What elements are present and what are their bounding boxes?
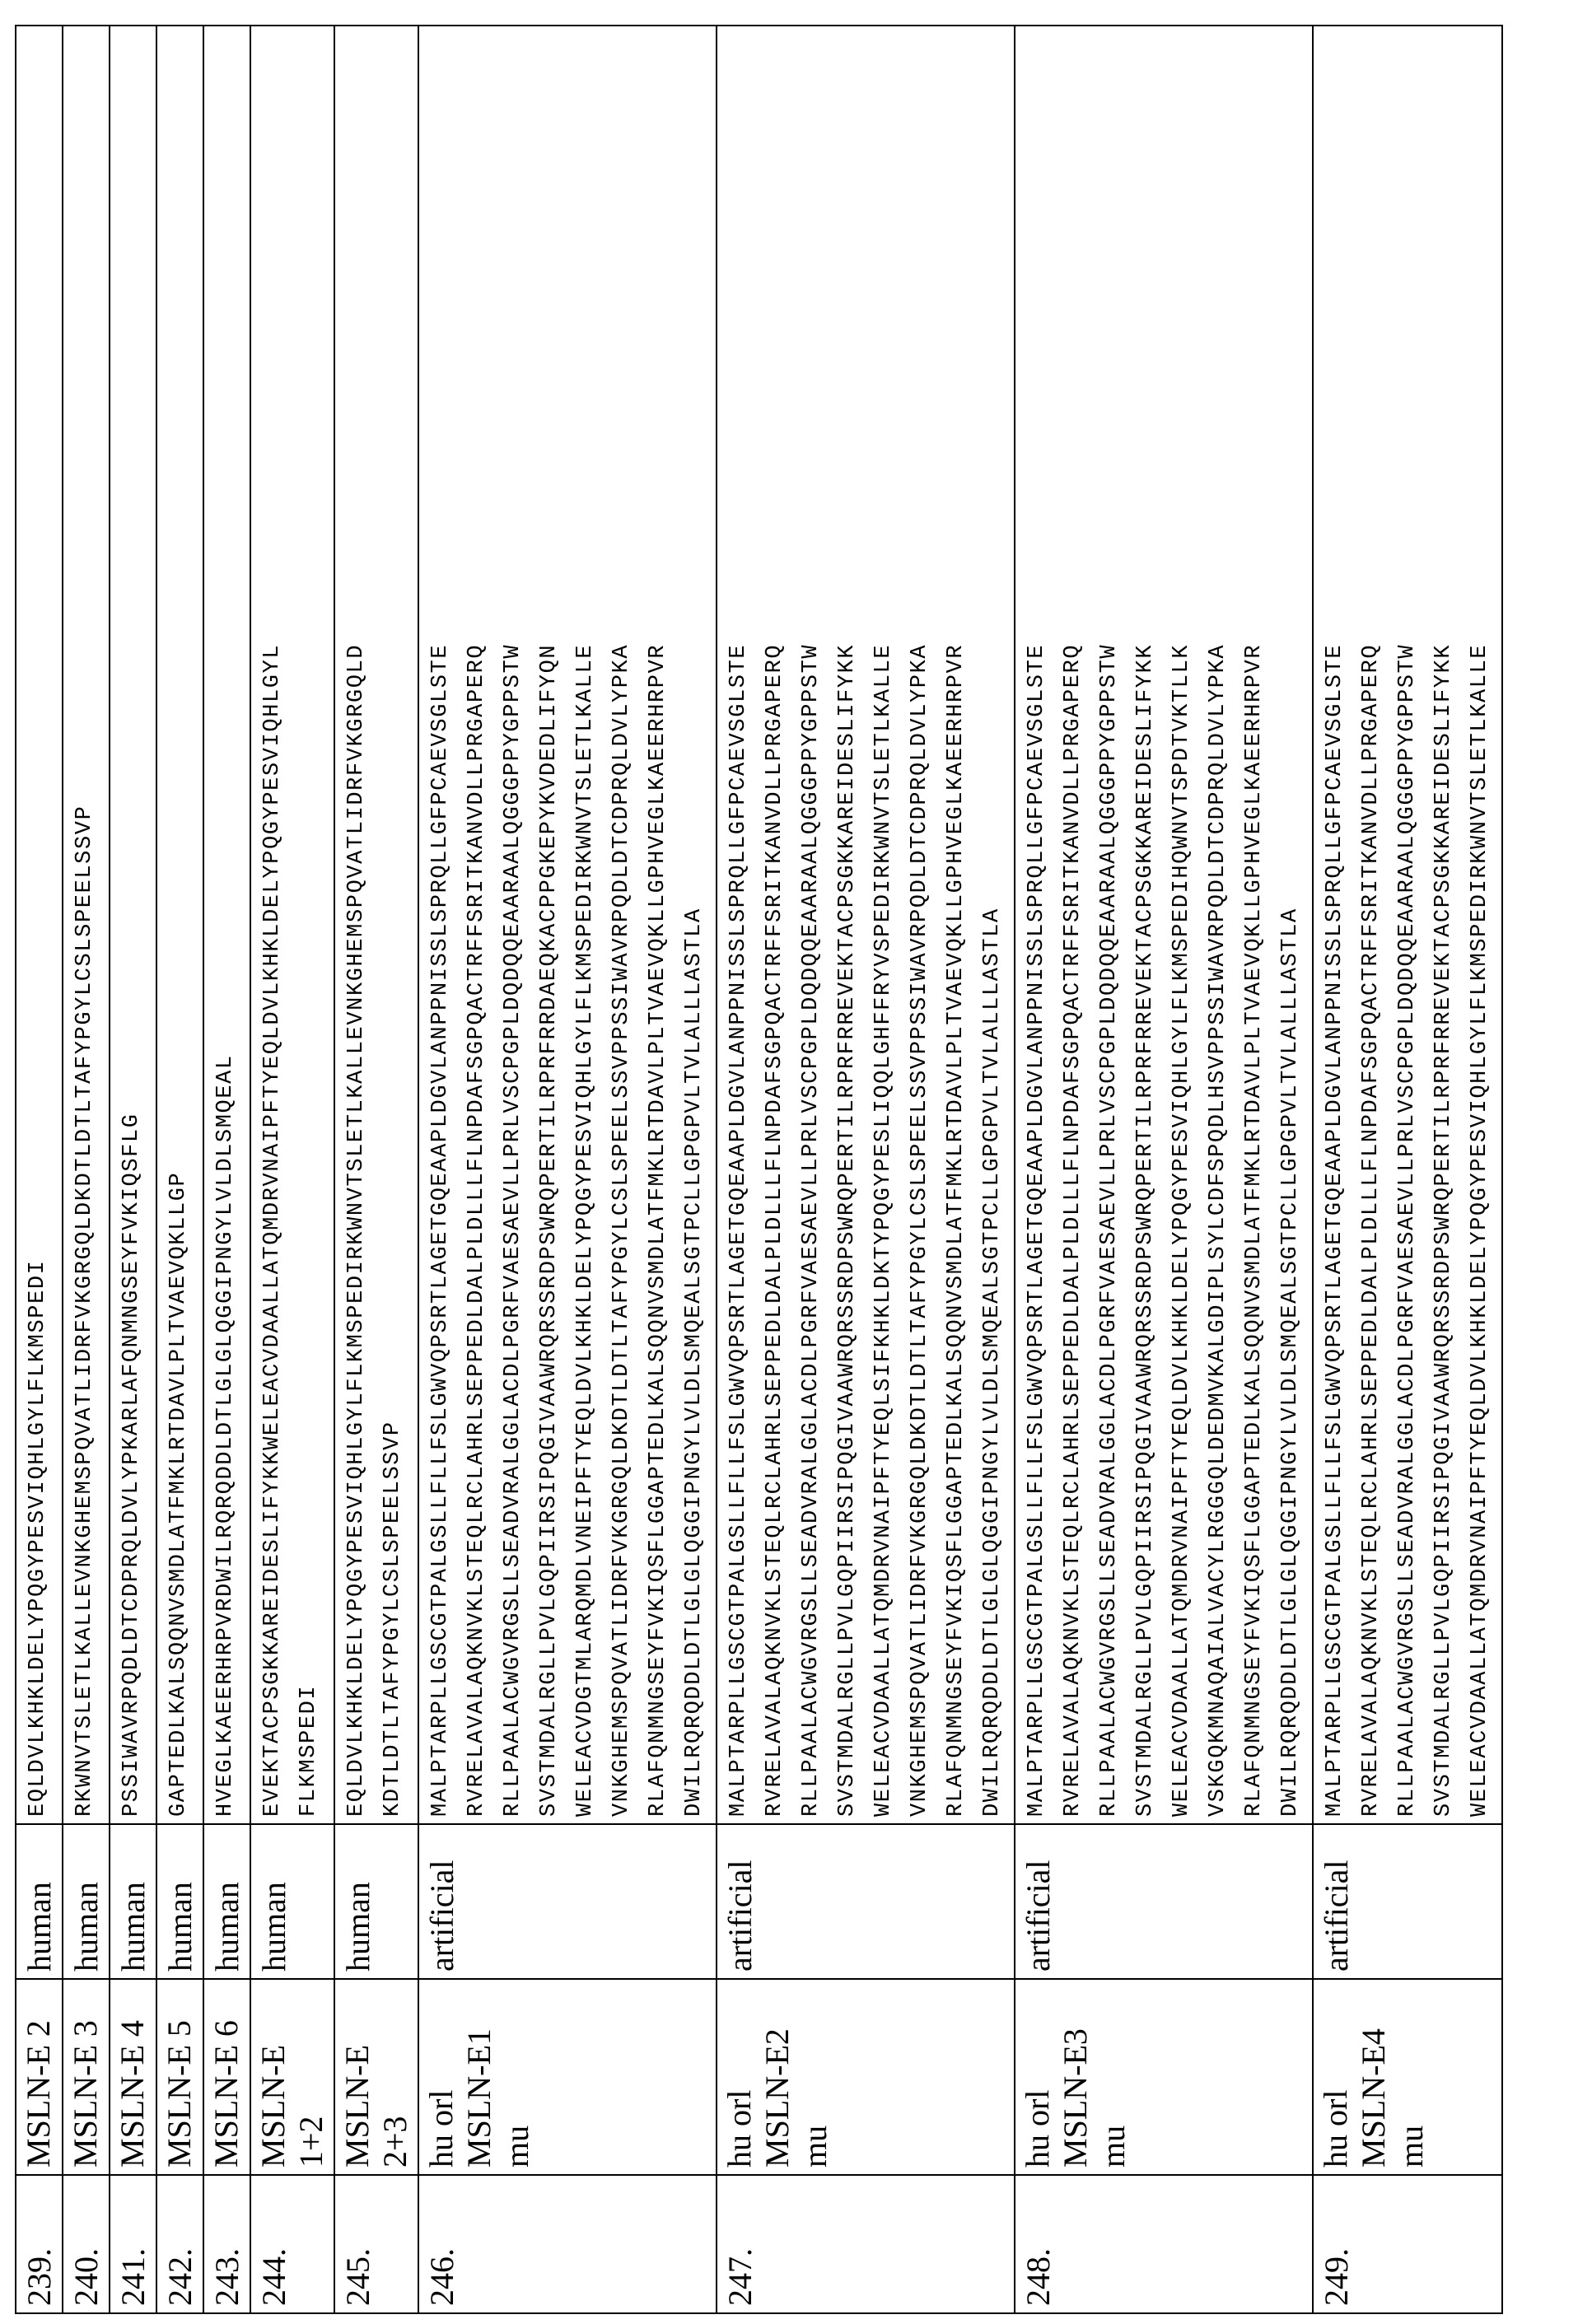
table-row — [203, 26, 250, 2313]
construct-name: MSLN-E 4 — [110, 1979, 156, 2175]
sequence-line: GAPTEDLKALSQQNVSMDLATFMKLRTDAVLPLTVAEVQKLLGP — [166, 1171, 191, 1817]
source-organism: human — [16, 1824, 63, 1979]
table-row — [1015, 26, 1313, 2313]
sequence-line: RLLPAALACWGVRGSLLSEADVRALGGLACDLPGRFVAESAEVLLPRLVSCPGPLDQDQQEAARAALQGGGPPYGPPSTW — [501, 643, 525, 1817]
sequence-line: RLAFQNMNGSEYFVKIQSFLGGAPTEDLKALSQQNVSMDLATFMKLRTDAVLPLTVAEVQKLLGPHVEGLKAEERHRPVR — [646, 643, 670, 1817]
construct-name: hu orl MSLN-E3 mu — [1015, 1979, 1313, 2175]
sequence-line: DWILRQRQDDLDTLGLGLQGGIPNGYLVLDLSMQEALSGTPCLLGPGPVLTVLALLLASTLA — [1278, 908, 1303, 1817]
sequence-line: WELEACVDGTMLARQMDLVNEIPFTYEQLDVLKHKLDELYPQGYPESVIQHLGYLFLKMSPEDIRKWNVTSLETLKALLE — [573, 643, 598, 1817]
seq-id-number: 241. — [110, 2175, 156, 2313]
sequence-line: VNKGHEMSPQVATLIDRFVKGRGQLDKDTLDTLTAFYPGYLCSLSPEELSSVPPSSIWAVRPQDLDTCDPRQLDVLYPKA — [609, 643, 634, 1817]
construct-name: MSLN-E 3 — [63, 1979, 110, 2175]
construct-name: hu orl MSLN-E2 mu — [717, 1979, 1015, 2175]
sequence-line: EQLDVLKHKLDELYPQGYPESVIQHLGYLFLKMSPEDIRKWNVTSLETLKALLEVNKGHEMSPQVATLIDRFVKGRGQLD — [344, 643, 369, 1817]
amino-acid-sequence — [334, 26, 418, 1824]
table-row — [110, 26, 156, 2313]
sequence-line: RLLPAALACWGVRGSLLSEADVRALGGLACDLPGRFVAESAEVLLPRLVSCPGPLDQDQQEAARAALQGGGPPYGPPSTW — [799, 643, 824, 1817]
seq-id-number: 239. — [16, 2175, 63, 2313]
sequence-line: RLAFQNMNGSEYFVKIQSFLGGAPTEDLKALSQQNVSMDLATFMKLRTDAVLPLTVAEVQKLLGPHVEGLKAEERHRPVR — [944, 643, 969, 1817]
source-organism: artificial — [418, 1824, 717, 1979]
sequence-line: RLLPAALACWGVRGSLLSEADVRALGGLACDLPGRFVAESAEVLLPRLVSCPGPLDQDQQEAARAALQGGGPPYGPPSTW — [1395, 643, 1420, 1817]
construct-name: hu orl MSLN-E1 mu — [418, 1979, 717, 2175]
source-organism: human — [156, 1824, 203, 1979]
sequence-line: PSSIWAVRPQDLDTCDPRQLDVLYPKARLAFQNMNGSEYFVKIQSFLG — [119, 1113, 144, 1817]
sequence-line: WELEACVDAALLATQMDRVNAIPFTYEQLDVLKHKLDELYPQGYPESVIQHLGYLFLKMSPEDIHQWNVTSPDTVKTLLK — [1169, 643, 1194, 1817]
sequence-line: WELEACVDAALLATQMDRVNAIPFTYEQLDVLKHKLDELYPQGYPESVIQHLGYLFLKMSPEDIRKWNVTSLETLKALLE — [1468, 643, 1492, 1817]
sequence-line: RVRELAVALAQKNVKLSTEQLRCLAHRLSEPPEDLDALPLDLLLFLNPDAFSGPQACTRFFSRITKANVDLLPRGAPERQ — [1061, 643, 1085, 1817]
table-row — [334, 26, 418, 2313]
sequence-line: MALPTARPLLGSCGTPALGSLLFLLFSLGWVQPSRTLAGETGQEAAPLDGVLANPPNISSLSPRQLLGFPCAEVSGLSTE — [428, 643, 453, 1817]
sequence-line: SVSTMDALRGLLPVLGQPIIRSIPQGIVAAWRQRSSRDPSWRQPERTILRPRFRREVEKTACPSGKKAREIDESLIFYKK — [835, 643, 860, 1817]
source-organism: human — [250, 1824, 334, 1979]
table-row — [418, 26, 717, 2313]
sequence-line: RVRELAVALAQKNVKLSTEQLRCLAHRLSEPPEDLDALPLDLLLFLNPDAFSGPQACTRFFSRITKANVDLLPRGAPERQ — [1359, 643, 1384, 1817]
sequence-line: FLKMSPEDI — [296, 1684, 321, 1817]
sequence-line: VNKGHEMSPQVATLIDRFVKGRGQLDKDTLDTLTAFYPGYLCSLSPEELSSVPPSSIWAVRPQDLDTCDPRQLDVLYPKA — [908, 643, 932, 1817]
construct-name: MSLN-E 2+3 — [334, 1979, 418, 2175]
table-row — [1313, 26, 1502, 2313]
seq-id-number: 245. — [334, 2175, 418, 2313]
sequence-line: EQLDVLKHKLDELYPQGYPESVIQHLGYLFLKMSPEDI — [26, 1259, 50, 1817]
amino-acid-sequence — [156, 26, 203, 1824]
construct-name: MSLN-E 5 — [156, 1979, 203, 2175]
amino-acid-sequence — [16, 26, 63, 1824]
source-organism: human — [63, 1824, 110, 1979]
source-organism: artificial — [717, 1824, 1015, 1979]
sequence-line: RLLPAALACWGVRGSLLSEADVRALGGLACDLPGRFVAESAEVLLPRLVSCPGPLDQDQQEAARAALQGGGPPYGPPSTW — [1097, 643, 1122, 1817]
sequence-line: WELEACVDAALLATQMDRVNAIPFTYEQLSIFKHKLDKTYPQGYPESLIQQLGHFFRYVSPEDIRKWNVTSLETLKALLE — [871, 643, 896, 1817]
sequence-line: DWILRQRQDDLDTLGLGLQGGIPNGYLVLDLSMQEALSGTPCLLGPGPVLTVLALLLASTLA — [682, 908, 707, 1817]
sequence-line: VSKGQKMNAQAIALVACYLRGGGQLDEDMVKALGDIPLSYLCDFSPQDLHSVPPSSIWAVRPQDLDTCDPRQLDVLYPKA — [1206, 643, 1230, 1817]
seq-id-number: 249. — [1313, 2175, 1502, 2313]
construct-name: hu orl MSLN-E4 mu — [1313, 1979, 1502, 2175]
sequence-line: MALPTARPLLGSCGTPALGSLLFLLFSLGWVQPSRTLAGETGQEAAPLDGVLANPPNISSLSPRQLLGFPCAEVSGLSTE — [726, 643, 751, 1817]
sequence-line: KDTLDTLTAFYPGYLCSLSPEELSSVP — [380, 1421, 405, 1817]
source-organism: human — [334, 1824, 418, 1979]
seq-id-number: 243. — [203, 2175, 250, 2313]
amino-acid-sequence — [1015, 26, 1313, 1824]
amino-acid-sequence — [250, 26, 334, 1824]
sequence-line: RLAFQNMNGSEYFVKIQSFLGGAPTEDLKALSQQNVSMDLATFMKLRTDAVLPLTVAEVQKLLGPHVEGLKAEERHRPVR — [1242, 643, 1267, 1817]
table-row — [63, 26, 110, 2313]
sequence-line: HVEGLKAEERHRPVRDWILRQRQDDLDTLGLGLQGGIPNGYLVLDLSMQEAL — [213, 1054, 238, 1817]
table-row — [156, 26, 203, 2313]
amino-acid-sequence — [63, 26, 110, 1824]
seq-id-number: 246. — [418, 2175, 717, 2313]
sequence-table-body — [16, 26, 1502, 2313]
seq-id-number: 248. — [1015, 2175, 1313, 2313]
sequence-line: DWILRQRQDDLDTLGLGLQGGIPNGYLVLDLSMQEALSGTPCLLGPGPVLTVLALLLASTLA — [980, 908, 1005, 1817]
seq-id-number: 247. — [717, 2175, 1015, 2313]
sequence-table — [15, 25, 1503, 2314]
seq-id-number: 242. — [156, 2175, 203, 2313]
construct-name: MSLN-E 6 — [203, 1979, 250, 2175]
amino-acid-sequence — [418, 26, 717, 1824]
source-organism: human — [203, 1824, 250, 1979]
amino-acid-sequence — [1313, 26, 1502, 1824]
construct-name: MSLN-E 2 — [16, 1979, 63, 2175]
table-row — [16, 26, 63, 2313]
amino-acid-sequence — [110, 26, 156, 1824]
table-row — [717, 26, 1015, 2313]
source-organism: human — [110, 1824, 156, 1979]
sequence-line: MALPTARPLLGSCGTPALGSLLFLLFSLGWVQPSRTLAGETGQEAAPLDGVLANPPNISSLSPRQLLGFPCAEVSGLSTE — [1323, 643, 1347, 1817]
source-organism: artificial — [1313, 1824, 1502, 1979]
amino-acid-sequence — [717, 26, 1015, 1824]
table-row — [250, 26, 334, 2313]
sequence-line: SVSTMDALRGLLPVLGQPIIRSIPQGIVAAWRQRSSRDPSWRQPERTILRPRFRREVEKTACPSGKKAREIDESLIFYKK — [1133, 643, 1158, 1817]
sequence-line: RVRELAVALAQKNVKLSTEQLRCLAHRLSEPPEDLDALPLDLLLFLNPDAFSGPQACTRFFSRITKANVDLLPRGAPERQ — [763, 643, 787, 1817]
sequence-line: EVEKTACPSGKKAREIDESLIFYKKWELEACVDAALLATQMDRVNAIPFTYEQLDVLKHKLDELYPQGYPESVIQHLGYL — [260, 643, 285, 1817]
sequence-line: MALPTARPLLGSCGTPALGSLLFLLFSLGWVQPSRTLAGETGQEAAPLDGVLANPPNISSLSPRQLLGFPCAEVSGLSTE — [1025, 643, 1049, 1817]
sequence-line: SVSTMDALRGLLPVLGQPIIRSIPQGIVAAWRQRSSRDPSWRQPERTILRPRFRRDAEQKACPPGKEPYKVDEDLIFYQN — [537, 643, 562, 1817]
sequence-line: SVSTMDALRGLLPVLGQPIIRSIPQGIVAAWRQRSSRDPSWRQPERTILRPRFRREVEKTACPSGKKAREIDESLIFYKK — [1431, 643, 1456, 1817]
construct-name: MSLN-E 1+2 — [250, 1979, 334, 2175]
amino-acid-sequence — [203, 26, 250, 1824]
sequence-line: RVRELAVALAQKNVKLSTEQLRCLAHRLSEPPEDLDALPLDLLLFLNPDAFSGPQACTRFFSRITKANVDLLPRGAPERQ — [465, 643, 489, 1817]
seq-id-number: 244. — [250, 2175, 334, 2313]
sequence-line: RKWNVTSLETLKALLEVNKGHEMSPQVATLIDRFVKGRGQLDKDTLDTLTAFYPGYLCSLSPEELSSVP — [72, 805, 97, 1817]
seq-id-number: 240. — [63, 2175, 110, 2313]
source-organism: artificial — [1015, 1824, 1313, 1979]
